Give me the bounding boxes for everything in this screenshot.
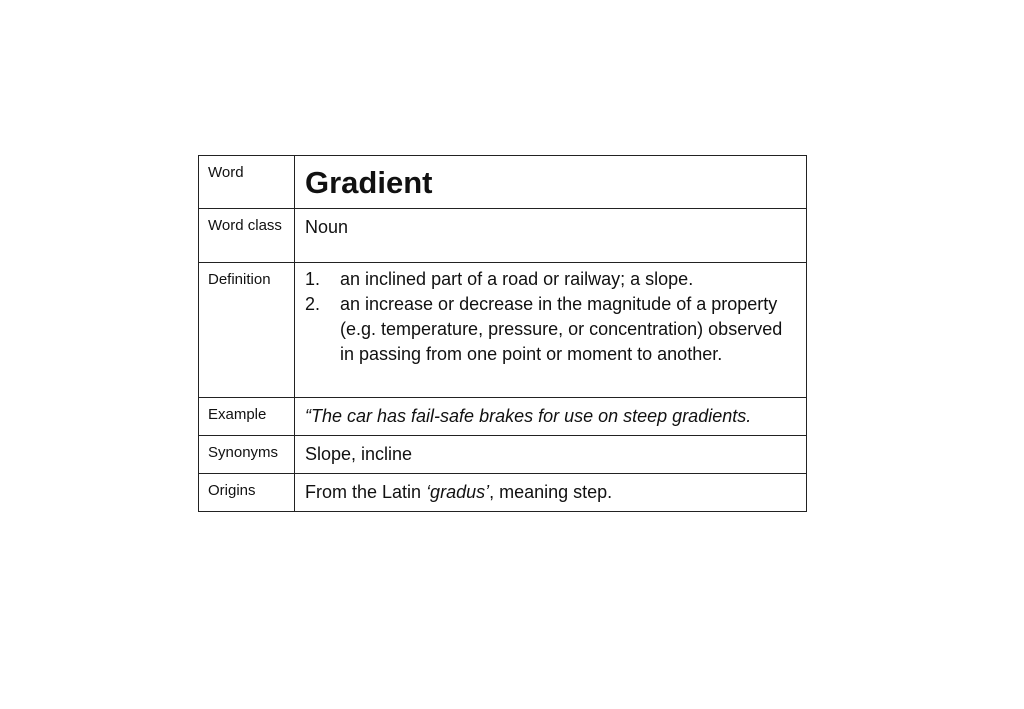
row-word-class: [199, 209, 807, 263]
row-example: [199, 398, 807, 436]
synonyms-value: Slope, incline: [305, 444, 413, 464]
definition-list: [305, 267, 796, 367]
synonyms-label-cell: [199, 436, 295, 474]
origins-value: [295, 474, 806, 509]
definition-label: Definition: [208, 271, 271, 288]
origins-value-cell: [295, 474, 807, 512]
definition-text: an inclined part of a road or railway; a slope.: [340, 269, 694, 289]
example-sentence: “The car has fail-safe brakes for use on steep gradients.: [305, 406, 752, 426]
example-value-cell: [295, 398, 807, 436]
definition-text: an increase or decrease in the magnitude of a property (e.g. temperature, pressure, or concentration) observed in passing from one point or moment to another.: [340, 294, 783, 364]
word-value: Gradient: [305, 165, 433, 200]
definition-item: [305, 267, 796, 292]
origins-label: Origins: [208, 482, 256, 499]
example-label-cell: [199, 398, 295, 436]
word-label: Word: [208, 164, 244, 181]
word-class-label-cell: [199, 209, 295, 263]
definition-label-cell: [199, 263, 295, 398]
synonyms-label: Synonyms: [208, 444, 279, 461]
row-origins: [199, 474, 807, 512]
definition-number: 2.: [305, 294, 321, 314]
origins-term: ‘gradus’: [426, 482, 490, 502]
row-definition: [199, 263, 807, 398]
definition-number: 1.: [305, 269, 321, 289]
row-synonyms: [199, 436, 807, 474]
origins-prefix: From the Latin: [305, 482, 427, 502]
word-class-value-cell: [295, 209, 807, 263]
word-class-label: Word class: [208, 217, 282, 234]
row-word: [199, 156, 807, 209]
definition-item: [305, 292, 796, 367]
word-class-value: Noun: [305, 217, 349, 237]
synonyms-value-cell: [295, 436, 807, 474]
word-value-cell: [295, 156, 807, 209]
origins-suffix: , meaning step.: [489, 482, 613, 502]
definition-value-cell: [295, 263, 807, 398]
example-label: Example: [208, 406, 267, 423]
word-card-table: [198, 155, 807, 512]
origins-label-cell: [199, 474, 295, 512]
word-label-cell: [199, 156, 295, 209]
